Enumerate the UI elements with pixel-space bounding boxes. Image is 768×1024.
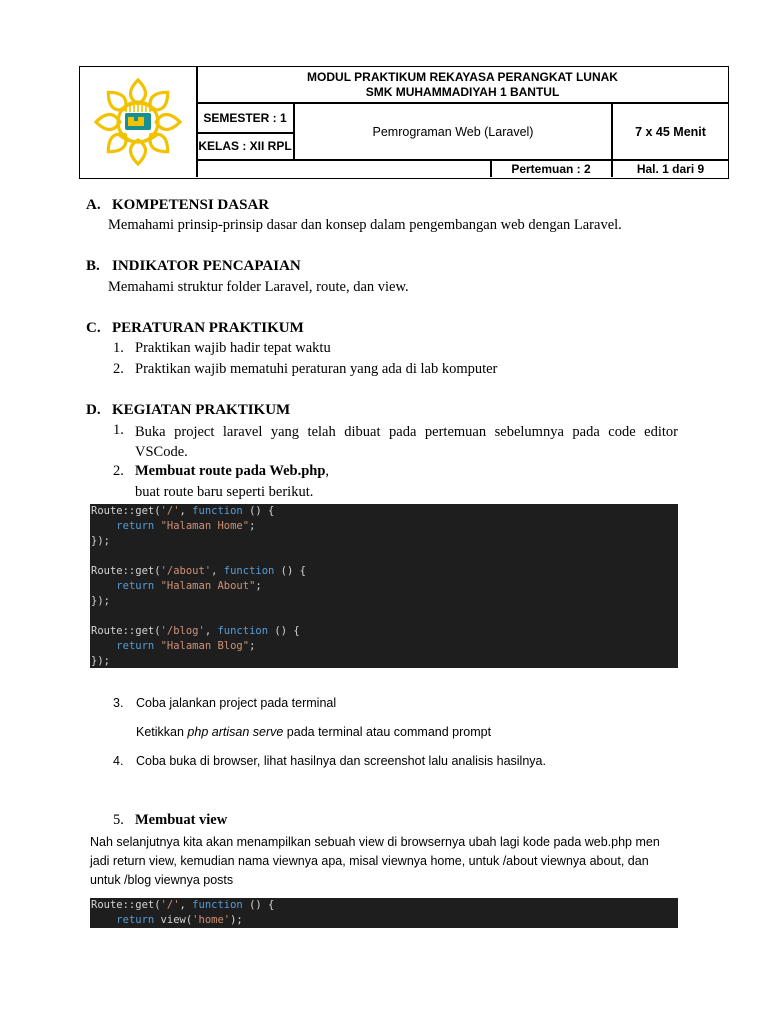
artisan-command: php artisan serve — [187, 725, 284, 739]
code-block-routes — [90, 504, 678, 668]
code-line: }); — [91, 655, 110, 667]
code-line: Route::get('/', function () { — [91, 899, 275, 911]
subject-cell: Pemrograman Web (Laravel) — [372, 124, 534, 139]
school-logo — [80, 67, 196, 177]
view-step-title: Membuat view — [135, 812, 228, 828]
section-d-title: D. KEGIATAN PRAKTIKUM — [86, 402, 291, 418]
code-line: }); — [91, 535, 110, 547]
code-line — [90, 609, 678, 624]
route-step-text: buat route baru seperti berikut. — [135, 484, 314, 500]
code-line: return "Halaman About"; — [116, 580, 262, 592]
view-paragraph: Nah selanjutnya kita akan menampilkan sebuah view di browsernya ubah lagi kode pada web.php men jadi return view, kemudian nama viewnya apa, misal viewnya home, untuk /about viewnya about, dan untuk /blog viewnya posts — [90, 835, 660, 887]
code-line: Route::get('/blog', function () { — [91, 625, 300, 637]
duration-cell: 7 x 45 Menit — [635, 124, 706, 139]
route-step-title: Membuat route pada Web.php — [135, 463, 326, 479]
meeting-cell: Pertemuan : 2 — [511, 161, 591, 176]
code-line: }); — [91, 595, 110, 607]
module-title-line2: SMK MUHAMMADIYAH 1 BANTUL — [365, 84, 560, 99]
code-line: Route::get('/about', function () { — [91, 565, 306, 577]
section-c-title: C. PERATURAN PRAKTIKUM — [86, 320, 304, 336]
code-line: return view('home'); — [116, 914, 243, 926]
module-title-line1: MODUL PRAKTIKUM REKAYASA PERANGKAT LUNAK — [307, 69, 618, 84]
semester-cell: SEMESTER : 1 — [203, 111, 287, 125]
code-line: return "Halaman Blog"; — [116, 640, 256, 652]
module-header-table — [79, 66, 729, 179]
code-line: return "Halaman Home"; — [116, 520, 256, 532]
muhammadiyah-sun-logo-icon — [90, 74, 186, 170]
section-a-title: A. KOMPETENSI DASAR — [86, 197, 270, 213]
section-b-text: Memahami struktur folder Laravel, route, dan view. — [108, 279, 409, 295]
code-line: Route::get('/', function () { — [91, 505, 275, 517]
section-a-text: Memahami prinsip-prinsip dasar dan konsep dalam pengembangan web dengan Laravel. — [108, 217, 622, 233]
kelas-cell: KELAS : XII RPL — [198, 139, 292, 153]
page-cell: Hal. 1 dari 9 — [636, 161, 705, 176]
code-block-view — [90, 898, 678, 928]
code-line — [90, 549, 678, 564]
module-title — [197, 67, 728, 102]
section-b-title: B. INDIKATOR PENCAPAIAN — [86, 258, 301, 274]
